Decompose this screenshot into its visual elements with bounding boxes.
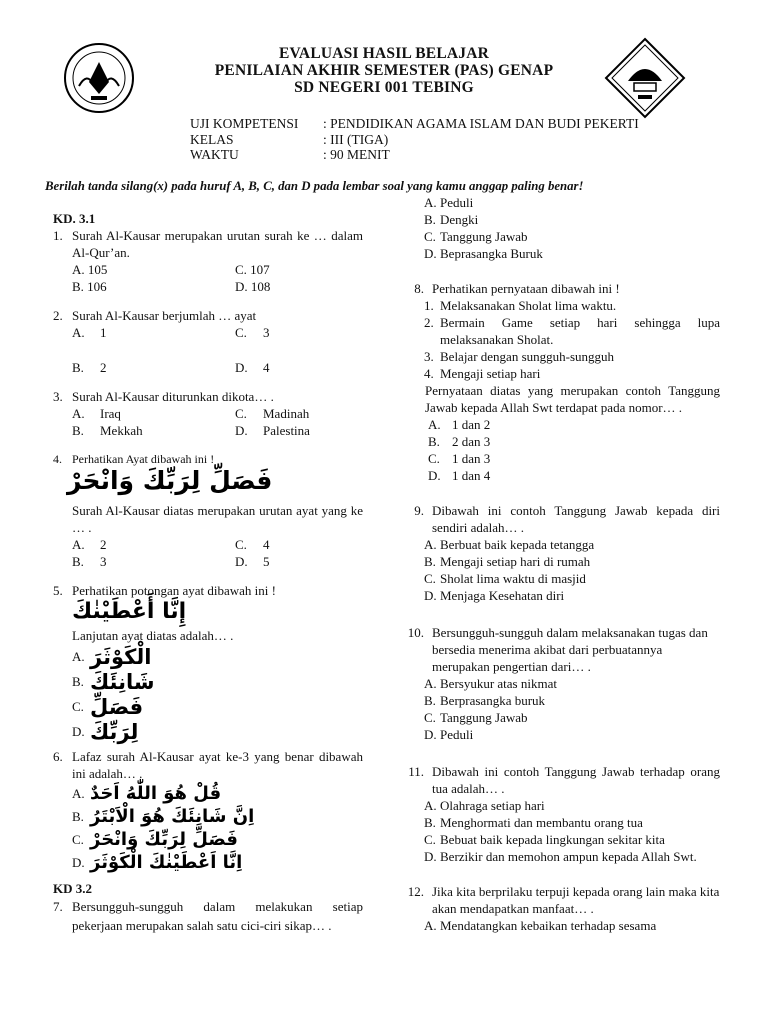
instruction-text: Berilah tanda silang(x) pada huruf A, B, C, dan D pada lembar soal yang kamu anggap paling benar! [45,179,584,193]
question-text: Perhatikan Ayat dibawah ini ! [72,452,215,466]
option: D. اِنَّا اَعْطَيْنٰكَ الْكَوْثَرَ [72,851,243,873]
option: C. Madinah [235,406,310,421]
title-school: SD NEGERI 001 TEBING [294,79,474,96]
statement: 3. Belajar dengan sungguh-sungguh [424,349,615,364]
option: A. 1 [72,325,107,340]
option: B. اِنَّ شَانِئَكَ هُوَ الْاَبْتَرُ [72,805,255,827]
option: D. Menjaga Kesehatan diri [424,588,565,603]
option: B. Menghormati dan membantu orang tua [424,815,643,830]
question-text: Bersungguh-sungguh dalam melakukan setiap pekerjaan merupakan salah satu cici-ciri sikap… . [72,899,363,933]
option: D. 1 dan 4 [428,468,491,483]
identity-row-time: WAKTU : 90 MENIT [190,147,390,162]
left-column [53,210,363,947]
option: C. 107 [235,262,270,277]
option: A. Peduli [424,195,474,210]
question-text: Dibawah ini contoh Tanggung Jawab kepada diri sendiri adalah… . [432,503,720,535]
question-4: 4. Perhatikan Ayat dibawah ini ! فَصَلِّ لِرَبِّكَ وَانْحَرْ Surah Al-Kausar diatas merupakan urutan ayat yang ke … . A. 2 C. 4 B. 3 D. 5 [53,451,363,570]
exam-identity [190,116,639,163]
kd-heading: KD. 3.1 [53,211,96,226]
option: A. Bersyukur atas nikmat [424,676,557,691]
question-8: 8. Perhatikan pernyataan dibawah ini ! 1. Melaksanakan Sholat lima waktu. 2. Bermain Game setiap hari sehingga lupa melaksanakan Sholat. 3. Belajar dengan sungguh-sungguh 4. Mengaji setiap hari Pernyataan diatas yang merupakan contoh Tanggung Jawab kepada Allah Swt terdapat pada nomor… . A. 1 dan 2 B. 2 dan 3 C. 1 dan 3 D. 1 dan 4 [414,281,720,483]
option: D. Palestina [235,423,310,438]
option: D. Beprasangka Buruk [424,246,543,261]
question-10: 10. Bersungguh-sungguh dalam melaksanakan tugas dan bersedia menerima akibat dari perbuatannya merupakan pengertian dari… . A. Bersyukur atas nikmat B. Berprasangka buruk C. Tanggung Jawab D. Peduli [400,624,720,743]
option: D. 5 [235,554,270,569]
option: C. Tanggung Jawab [424,710,528,725]
option: C. 3 [235,325,270,340]
option: A. قُلْ هُوَ اللّٰهُ اَحَدٌ [72,782,222,804]
question-text: Lanjutan ayat diatas adalah… . [72,628,234,643]
statement: 4. Mengaji setiap hari [424,366,541,381]
option: D. 4 [235,360,270,375]
question-text: Perhatikan pernyataan dibawah ini ! [432,281,620,296]
option: C. فَصَلِّ [72,694,144,719]
right-column [400,194,720,948]
option: A. Iraq [72,406,121,421]
question-text: Surah Al-Kausar merupakan urutan surah ke … dalam Al-Qur’an. [72,228,363,260]
question-12: 12. Jika kita berprilaku terpuji kepada orang lain maka kita akan mendapatkan manfaat… . A. Mendatangkan kebaikan terhadap sesama [407,884,720,933]
question-5: 5. Perhatikan potongan ayat dibawah ini ! إِنَّا أَعْطَيْنٰكَ Lanjutan ayat diatas adalah… . A. الْكَوْثَرَ B. شَانِئَكَ C. فَصَلِّ D. لِرَبِّكَ [53,582,363,744]
option: B. Mekkah [72,423,143,438]
question-text: Lafaz surah Al-Kausar ayat ke-3 yang benar dibawah ini adalah… . [72,749,363,781]
option: B. 106 [72,279,107,294]
option: C. 1 dan 3 [428,451,491,466]
option: B. Berprasangka buruk [424,693,546,708]
option: B. Mengaji setiap hari di rumah [424,554,591,569]
regency-emblem-logo [604,37,686,119]
statement-list [424,297,720,382]
option: B. Dengki [424,212,479,227]
question-text: Jika kita berprilaku terpuji kepada orang lain maka kita akan mendapatkan manfaat… . [432,884,720,916]
question-text: Surah Al-Kausar diatas merupakan urutan ayat yang ke … . [72,503,363,535]
question-text: Pernyataan diatas yang merupakan contoh Tanggung Jawab kepada Allah Swt terdapat pada nomor… . [425,383,720,415]
arabic-verse: إِنَّا أَعْطَيْنٰكَ [72,599,187,624]
option: A. 1 dan 2 [428,417,491,432]
option: C. فَصَلِّ لِرَبِّكَ وَانْحَرْ [72,828,238,850]
question-2: 2. Surah Al-Kausar berjumlah … ayat A. 1 C. 3 B. 2 D. 4 [53,307,363,376]
question-text: Perhatikan potongan ayat dibawah ini ! [72,583,276,598]
option: A. Olahraga setiap hari [424,798,545,813]
option: C. Tanggung Jawab [424,229,528,244]
option: A. Berbuat baik kepada tetangga [424,537,595,552]
option: D. 108 [235,279,271,294]
identity-row-class: KELAS : III (TIGA) [190,131,389,147]
question-text: Surah Al-Kausar diturunkan dikota… . [72,389,274,404]
option: B. 3 [72,554,107,569]
option: D. Berzikir dan memohon ampun kepada Allah Swt. [424,849,697,864]
question-text: Surah Al-Kausar berjumlah … ayat [72,308,257,323]
option: A. 2 [72,537,107,552]
title-evaluasi: EVALUASI HASIL BELAJAR [279,45,489,62]
option: D. Peduli [424,727,474,742]
option: B. 2 [72,360,107,375]
question-6: 6. Lafaz surah Al-Kausar ayat ke-3 yang benar dibawah ini adalah… . A. قُلْ هُوَ اللّٰهُ اَحَدٌ B. اِنَّ شَانِئَكَ هُوَ الْاَبْتَرُ C. فَصَلِّ لِرَبِّكَ وَانْحَرْ D. اِنَّا اَعْطَيْنٰكَ الْكَوْثَرَ [53,749,363,873]
question-3: 3. Surah Al-Kausar diturunkan dikota… . A. Iraq C. Madinah B. Mekkah D. Palestina [53,388,363,439]
title-pas: PENILAIAN AKHIR SEMESTER (PAS) GENAP [214,62,554,79]
option: D. لِرَبِّكَ [72,719,139,744]
statement: 1. Melaksanakan Sholat lima waktu. [424,298,617,313]
option: C. Sholat lima waktu di masjid [424,571,586,586]
arabic-verse: فَصَلِّ لِرَبِّكَ وَانْحَرْ [67,466,273,495]
question-text: Bersungguh-sungguh dalam melaksanakan tugas dan bersedia menerima akibat dari perbuatannya merupakan pengertian dari… . [432,625,708,674]
kd-heading: KD 3.2 [53,881,92,896]
option: A. 105 [72,262,108,277]
option: A. الْكَوْثَرَ [72,644,152,669]
option: A. Mendatangkan kebaikan terhadap sesama [424,918,657,933]
question-7-options [424,194,720,262]
option: C. Bebuat baik kepada lingkungan sekitar kita [424,832,665,847]
question-text: Dibawah ini contoh Tanggung Jawab terhadap orang tua adalah… . [432,764,720,796]
question-11: 11. Dibawah ini contoh Tanggung Jawab terhadap orang tua adalah… . A. Olahraga setiap hari B. Menghormati dan membantu orang tua C. Bebuat baik kepada lingkungan sekitar kita D. Berzikir dan memohon ampun kepada Allah Swt. [408,764,720,864]
question-7: 7. Bersungguh-sungguh dalam melakukan setiap pekerjaan merupakan salah satu cici-ciri sikap… . [53,899,363,933]
question-1: 1. Surah Al-Kausar merupakan urutan surah ke … dalam Al-Qur’an. A. 105 C. 107 B. 106 D. 108 [53,227,363,295]
question-9: 9. Dibawah ini contoh Tanggung Jawab kepada diri sendiri adalah… . A. Berbuat baik kepada tetangga B. Mengaji setiap hari di rumah C. Sholat lima waktu di masjid D. Menjaga Kesehatan diri [414,503,720,603]
option: C. 4 [235,537,270,552]
statement: 2. Bermain Game setiap hari sehingga lupa melaksanakan Sholat. [424,315,720,347]
option: B. شَانِئَكَ [72,669,155,694]
identity-row-subject: UJI KOMPETENSI : PENDIDIKAN AGAMA ISLAM DAN BUDI PEKERTI [190,116,639,131]
option: B. 2 dan 3 [428,434,491,449]
